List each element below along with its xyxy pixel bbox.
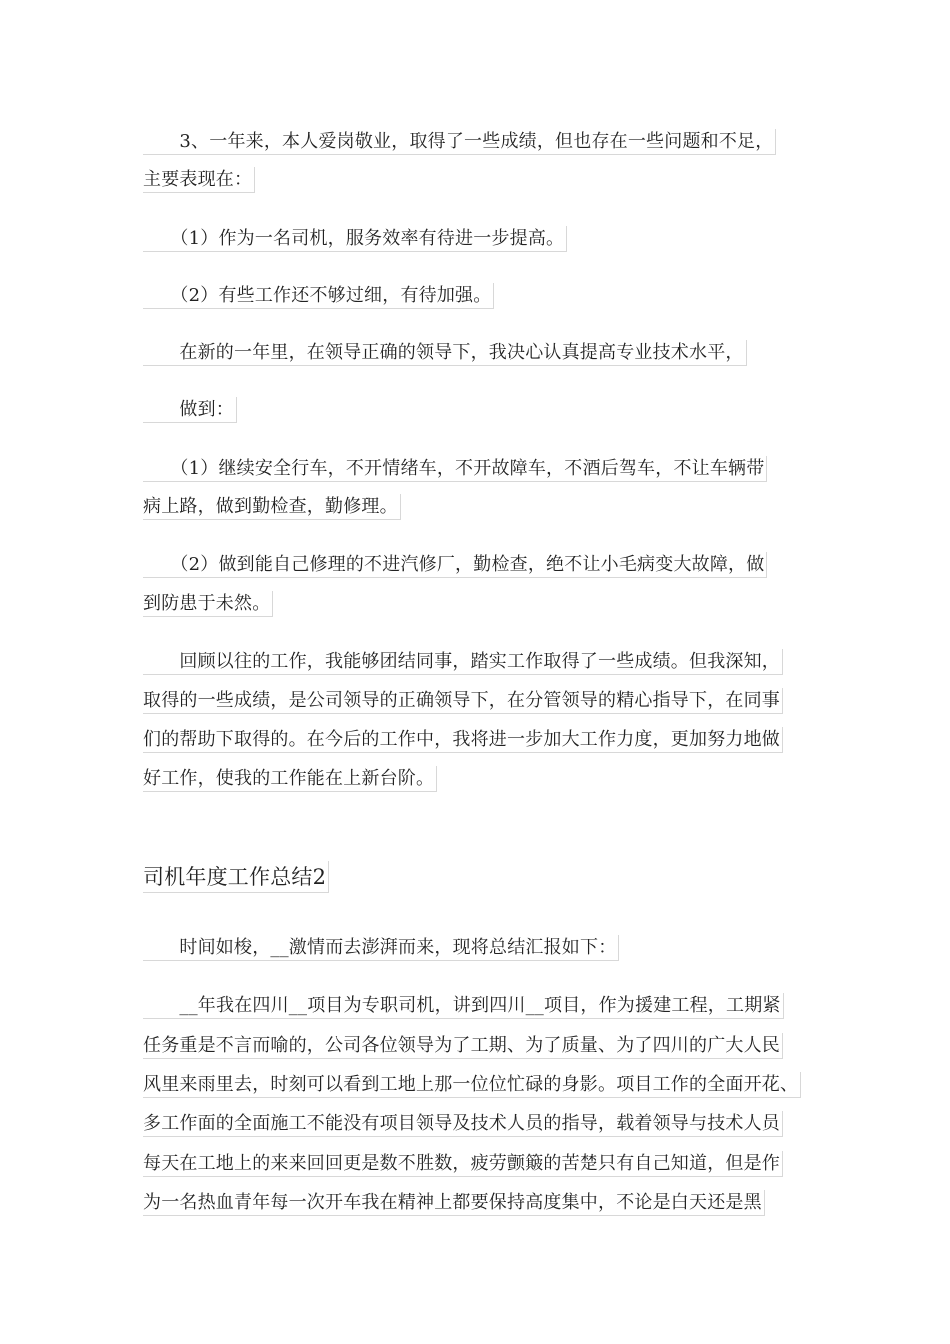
- section-heading: 司机年度工作总结2: [143, 861, 329, 893]
- text-line: 为一名热血青年每一次开车我在精神上都要保持高度集中，不论是白天还是黑: [143, 1190, 765, 1216]
- text-line: 做到：: [143, 397, 237, 423]
- text-line: 多工作面的全面施工不能没有项目领导及技术人员的指导，载着领导与技术人员: [143, 1111, 783, 1137]
- text-line: （2）有些工作还不够过细，有待加强。: [143, 283, 494, 309]
- text-line: 到防患于未然。: [143, 591, 273, 617]
- text-line: 病上路，做到勤检查，勤修理。: [143, 494, 401, 520]
- text-line: 3、一年来，本人爱岗敬业，取得了一些成绩，但也存在一些问题和不足，: [143, 129, 776, 155]
- text-line: （1）作为一名司机，服务效率有待进一步提高。: [143, 226, 567, 252]
- text-line: 取得的一些成绩，是公司领导的正确领导下，在分管领导的精心指导下，在同事: [143, 688, 783, 714]
- text-line: __年我在四川__项目为专职司机，讲到四川__项目，作为援建工程，工期紧: [143, 993, 784, 1019]
- text-line: 好工作，使我的工作能在上新台阶。: [143, 766, 437, 792]
- text-line: （1）继续安全行车，不开情绪车，不开故障车，不酒后驾车，不让车辆带: [143, 456, 767, 482]
- text-line: 任务重是不言而喻的，公司各位领导为了工期、为了质量、为了四川的广大人民: [143, 1033, 783, 1059]
- text-line: 们的帮助下取得的。在今后的工作中，我将进一步加大工作力度，更加努力地做: [143, 727, 783, 753]
- text-line: 回顾以往的工作，我能够团结同事，踏实工作取得了一些成绩。但我深知，: [143, 649, 783, 675]
- text-line: 时间如梭，__激情而去澎湃而来，现将总结汇报如下：: [143, 935, 619, 961]
- text-line: 主要表现在：: [143, 167, 255, 193]
- text-line: （2）做到能自己修理的不进汽修厂，勤检查，绝不让小毛病变大故障，做: [143, 552, 767, 578]
- text-line: 在新的一年里，在领导正确的领导下，我决心认真提高专业技术水平，: [143, 340, 747, 366]
- text-line: 风里来雨里去，时刻可以看到工地上那一位位忙碌的身影。项目工作的全面开花、: [143, 1072, 801, 1098]
- text-line: 每天在工地上的来来回回更是数不胜数，疲劳颤簸的苦楚只有自己知道，但是作: [143, 1151, 783, 1177]
